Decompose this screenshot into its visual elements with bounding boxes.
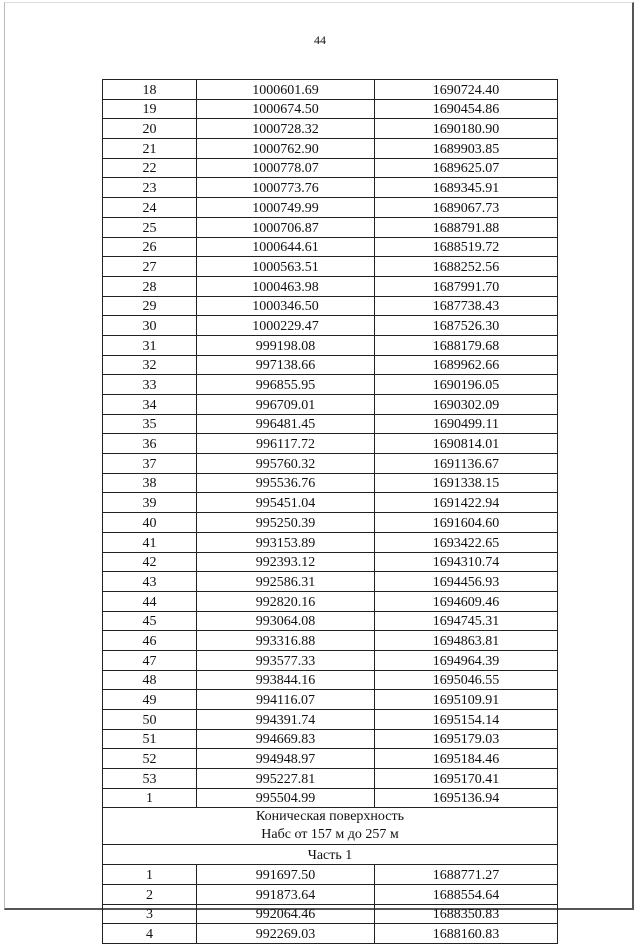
y-coordinate-cell: 1687738.43 <box>375 296 558 316</box>
y-coordinate-cell: 1694609.46 <box>375 591 558 611</box>
point-number-cell: 25 <box>103 217 197 237</box>
table-row <box>103 904 558 924</box>
y-coordinate-cell: 1690454.86 <box>375 99 558 119</box>
y-coordinate-cell: 1695136.94 <box>375 788 558 808</box>
x-coordinate-cell: 995536.76 <box>197 473 375 493</box>
point-number-cell: 4 <box>103 924 197 944</box>
point-number-cell: 28 <box>103 276 197 296</box>
x-coordinate-cell: 992269.03 <box>197 924 375 944</box>
y-coordinate-cell: 1690814.01 <box>375 434 558 454</box>
x-coordinate-cell: 999198.08 <box>197 335 375 355</box>
x-coordinate-cell: 992393.12 <box>197 552 375 572</box>
x-coordinate-cell: 995250.39 <box>197 513 375 533</box>
point-number-cell: 37 <box>103 454 197 474</box>
x-coordinate-cell: 996709.01 <box>197 395 375 415</box>
table-row <box>103 335 558 355</box>
table-row <box>103 257 558 277</box>
y-coordinate-cell: 1689625.07 <box>375 158 558 178</box>
table-row <box>103 414 558 434</box>
point-number-cell: 29 <box>103 296 197 316</box>
y-coordinate-cell: 1690302.09 <box>375 395 558 415</box>
table-row <box>103 710 558 730</box>
y-coordinate-cell: 1693422.65 <box>375 532 558 552</box>
y-coordinate-cell: 1688554.64 <box>375 884 558 904</box>
x-coordinate-cell: 1000346.50 <box>197 296 375 316</box>
table-row <box>103 454 558 474</box>
table-row <box>103 139 558 159</box>
x-coordinate-cell: 1000463.98 <box>197 276 375 296</box>
y-coordinate-cell: 1695109.91 <box>375 690 558 710</box>
x-coordinate-cell: 991697.50 <box>197 865 375 885</box>
page-number: 44 <box>314 33 326 47</box>
point-number-cell: 44 <box>103 591 197 611</box>
x-coordinate-cell: 993064.08 <box>197 611 375 631</box>
section-part-row <box>103 845 558 865</box>
point-number-cell: 46 <box>103 631 197 651</box>
point-number-cell: 30 <box>103 316 197 336</box>
point-number-cell: 51 <box>103 729 197 749</box>
table-row <box>103 788 558 808</box>
y-coordinate-cell: 1690724.40 <box>375 80 558 100</box>
table-row <box>103 395 558 415</box>
point-number-cell: 18 <box>103 80 197 100</box>
y-coordinate-cell: 1691338.15 <box>375 473 558 493</box>
table-row <box>103 198 558 218</box>
x-coordinate-cell: 992820.16 <box>197 591 375 611</box>
point-number-cell: 39 <box>103 493 197 513</box>
y-coordinate-cell: 1687991.70 <box>375 276 558 296</box>
point-number-cell: 23 <box>103 178 197 198</box>
point-number-cell: 21 <box>103 139 197 159</box>
y-coordinate-cell: 1691604.60 <box>375 513 558 533</box>
y-coordinate-cell: 1689903.85 <box>375 139 558 159</box>
point-number-cell: 38 <box>103 473 197 493</box>
x-coordinate-cell: 1000644.61 <box>197 237 375 257</box>
y-coordinate-cell: 1690180.90 <box>375 119 558 139</box>
y-coordinate-cell: 1689067.73 <box>375 198 558 218</box>
x-coordinate-cell: 993844.16 <box>197 670 375 690</box>
point-number-cell: 24 <box>103 198 197 218</box>
y-coordinate-cell: 1694745.31 <box>375 611 558 631</box>
x-coordinate-cell: 996117.72 <box>197 434 375 454</box>
section-title-row <box>103 808 558 845</box>
section-header <box>103 808 558 865</box>
table-row <box>103 631 558 651</box>
y-coordinate-cell: 1695154.14 <box>375 710 558 730</box>
x-coordinate-cell: 1000674.50 <box>197 99 375 119</box>
x-coordinate-cell: 994116.07 <box>197 690 375 710</box>
y-coordinate-cell: 1688791.88 <box>375 217 558 237</box>
table-row <box>103 611 558 631</box>
x-coordinate-cell: 995760.32 <box>197 454 375 474</box>
point-number-cell: 36 <box>103 434 197 454</box>
table-row <box>103 513 558 533</box>
table-row <box>103 237 558 257</box>
x-coordinate-cell: 994391.74 <box>197 710 375 730</box>
x-coordinate-cell: 1000749.99 <box>197 198 375 218</box>
table-row <box>103 276 558 296</box>
y-coordinate-cell: 1688252.56 <box>375 257 558 277</box>
y-coordinate-cell: 1694310.74 <box>375 552 558 572</box>
y-coordinate-cell: 1695046.55 <box>375 670 558 690</box>
point-number-cell: 41 <box>103 532 197 552</box>
y-coordinate-cell: 1691422.94 <box>375 493 558 513</box>
point-number-cell: 20 <box>103 119 197 139</box>
x-coordinate-cell: 1000773.76 <box>197 178 375 198</box>
table-row <box>103 217 558 237</box>
x-coordinate-cell: 996481.45 <box>197 414 375 434</box>
point-number-cell: 47 <box>103 650 197 670</box>
point-number-cell: 52 <box>103 749 197 769</box>
y-coordinate-cell: 1694456.93 <box>375 572 558 592</box>
y-coordinate-cell: 1695179.03 <box>375 729 558 749</box>
y-coordinate-cell: 1690499.11 <box>375 414 558 434</box>
point-number-cell: 22 <box>103 158 197 178</box>
table-row <box>103 572 558 592</box>
table-row <box>103 650 558 670</box>
point-number-cell: 45 <box>103 611 197 631</box>
y-coordinate-cell: 1689345.91 <box>375 178 558 198</box>
point-number-cell: 32 <box>103 355 197 375</box>
x-coordinate-cell: 997138.66 <box>197 355 375 375</box>
point-number-cell: 1 <box>103 865 197 885</box>
x-coordinate-cell: 995504.99 <box>197 788 375 808</box>
section-title-cell <box>103 808 558 845</box>
point-number-cell: 26 <box>103 237 197 257</box>
x-coordinate-cell: 993153.89 <box>197 532 375 552</box>
point-number-cell: 31 <box>103 335 197 355</box>
table-row <box>103 434 558 454</box>
table-body-part-b <box>103 865 558 944</box>
x-coordinate-cell: 1000728.32 <box>197 119 375 139</box>
point-number-cell: 19 <box>103 99 197 119</box>
point-number-cell: 40 <box>103 513 197 533</box>
point-number-cell: 42 <box>103 552 197 572</box>
table-row <box>103 355 558 375</box>
table-row <box>103 749 558 769</box>
x-coordinate-cell: 995227.81 <box>197 769 375 789</box>
x-coordinate-cell: 996855.95 <box>197 375 375 395</box>
x-coordinate-cell: 991873.64 <box>197 884 375 904</box>
table-row <box>103 119 558 139</box>
table-row <box>103 865 558 885</box>
y-coordinate-cell: 1695170.41 <box>375 769 558 789</box>
y-coordinate-cell: 1688179.68 <box>375 335 558 355</box>
x-coordinate-cell: 1000706.87 <box>197 217 375 237</box>
table-row <box>103 375 558 395</box>
y-coordinate-cell: 1688771.27 <box>375 865 558 885</box>
x-coordinate-cell: 994669.83 <box>197 729 375 749</box>
table-row <box>103 532 558 552</box>
x-coordinate-cell: 1000601.69 <box>197 80 375 100</box>
table-row <box>103 552 558 572</box>
y-coordinate-cell: 1687526.30 <box>375 316 558 336</box>
table-row <box>103 591 558 611</box>
table-row <box>103 729 558 749</box>
table-row <box>103 99 558 119</box>
y-coordinate-cell: 1690196.05 <box>375 375 558 395</box>
table-row <box>103 178 558 198</box>
point-number-cell: 35 <box>103 414 197 434</box>
x-coordinate-cell: 992586.31 <box>197 572 375 592</box>
point-number-cell: 50 <box>103 710 197 730</box>
table-row <box>103 884 558 904</box>
point-number-cell: 48 <box>103 670 197 690</box>
x-coordinate-cell: 993316.88 <box>197 631 375 651</box>
section-height: Набс от 157 м до 257 м <box>261 827 399 843</box>
point-number-cell: 3 <box>103 904 197 924</box>
y-coordinate-cell: 1691136.67 <box>375 454 558 474</box>
x-coordinate-cell: 993577.33 <box>197 650 375 670</box>
table-row <box>103 769 558 789</box>
y-coordinate-cell: 1694863.81 <box>375 631 558 651</box>
table-row <box>103 924 558 944</box>
coordinates-table <box>102 79 558 944</box>
table-row <box>103 316 558 336</box>
point-number-cell: 33 <box>103 375 197 395</box>
x-coordinate-cell: 1000229.47 <box>197 316 375 336</box>
x-coordinate-cell: 992064.46 <box>197 904 375 924</box>
table-row <box>103 296 558 316</box>
y-coordinate-cell: 1689962.66 <box>375 355 558 375</box>
y-coordinate-cell: 1688350.83 <box>375 904 558 924</box>
section-title: Коническая поверхность <box>256 809 404 825</box>
x-coordinate-cell: 995451.04 <box>197 493 375 513</box>
table-body-part-a <box>103 80 558 808</box>
y-coordinate-cell: 1694964.39 <box>375 650 558 670</box>
point-number-cell: 34 <box>103 395 197 415</box>
x-coordinate-cell: 994948.97 <box>197 749 375 769</box>
table-row <box>103 493 558 513</box>
point-number-cell: 2 <box>103 884 197 904</box>
y-coordinate-cell: 1688519.72 <box>375 237 558 257</box>
y-coordinate-cell: 1688160.83 <box>375 924 558 944</box>
point-number-cell: 43 <box>103 572 197 592</box>
x-coordinate-cell: 1000762.90 <box>197 139 375 159</box>
point-number-cell: 49 <box>103 690 197 710</box>
table-row <box>103 670 558 690</box>
x-coordinate-cell: 1000563.51 <box>197 257 375 277</box>
table-row <box>103 80 558 100</box>
table-row <box>103 473 558 493</box>
point-number-cell: 27 <box>103 257 197 277</box>
point-number-cell: 53 <box>103 769 197 789</box>
point-number-cell: 1 <box>103 788 197 808</box>
table-row <box>103 158 558 178</box>
x-coordinate-cell: 1000778.07 <box>197 158 375 178</box>
section-part: Часть 1 <box>103 845 558 865</box>
table-row <box>103 690 558 710</box>
y-coordinate-cell: 1695184.46 <box>375 749 558 769</box>
